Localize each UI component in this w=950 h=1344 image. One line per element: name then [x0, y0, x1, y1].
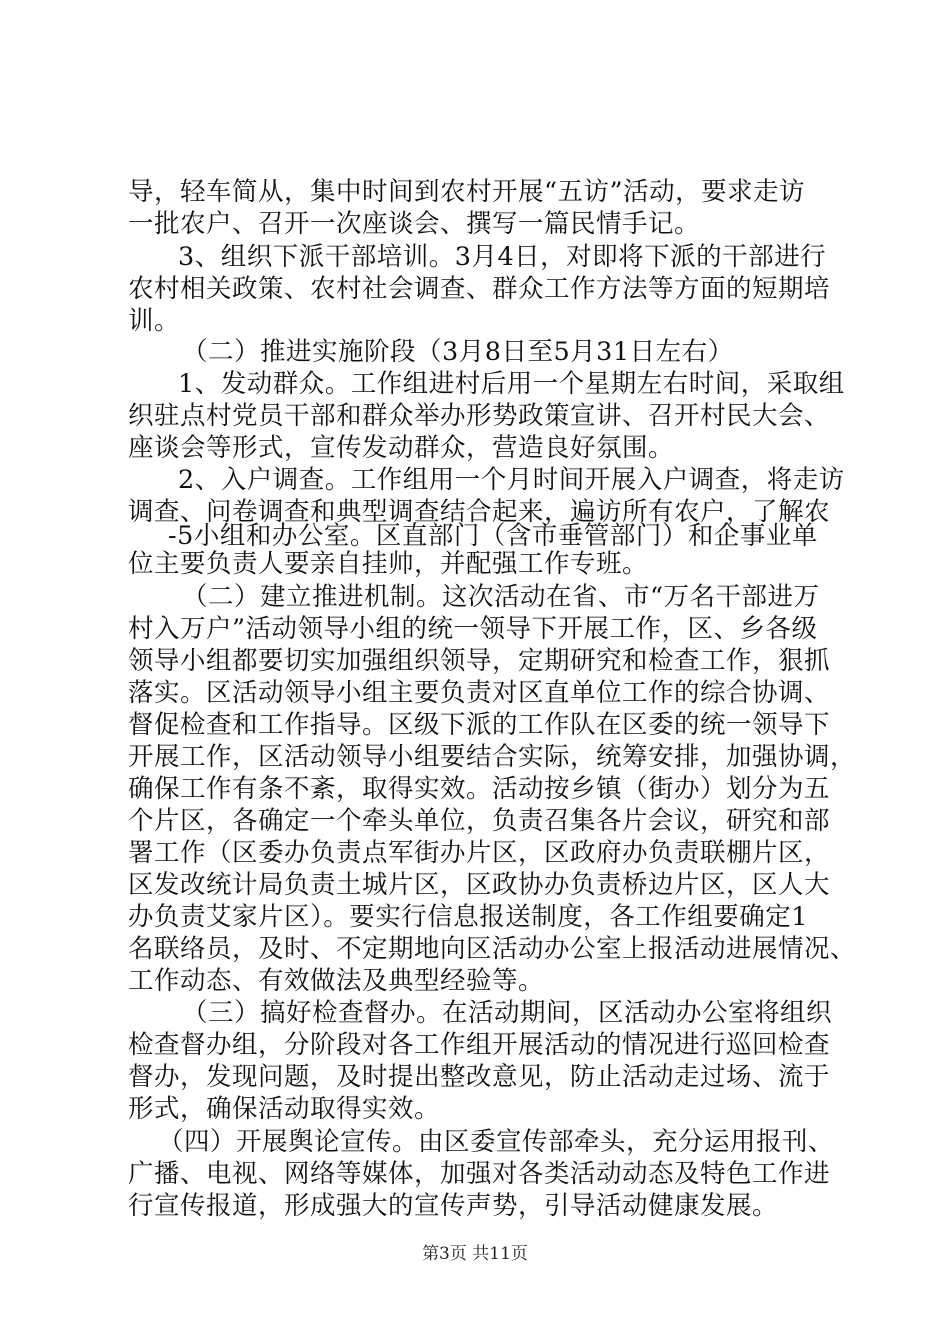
text-line: 位主要负责人要亲自挂帅，并配强工作专班。 — [128, 549, 649, 579]
text-line: 座谈会等形式，宣传发动群众，营造良好氛围。 — [128, 433, 675, 463]
text-line: 督办，发现问题，及时提出整改意见，防止活动走过场、流于 — [128, 1062, 831, 1092]
text-line: 工作动态、有效做法及典型经验等。 — [128, 966, 545, 996]
text-line: 检查督办组，分阶段对各工作组开展活动的情况进行巡回检查 — [128, 1030, 831, 1060]
text-line: 个片区，各确定一个牵头单位，负责召集各片会议，研究和部 — [128, 806, 831, 836]
text-line: 领导小组都要切实加强组织领导，定期研究和检查工作，狠抓 — [128, 646, 831, 676]
text-line: 农村相关政策、农村社会调查、群众工作方法等方面的短期培 — [128, 274, 831, 304]
section-heading: （二）推进实施阶段（3月8日至5月31日左右） — [182, 337, 734, 367]
text-line: 确保工作有条不紊，取得实效。活动按乡镇（街办）划分为五 — [128, 774, 831, 804]
text-line: 一批农户、召开一次座谈会、撰写一篇民情手记。 — [128, 209, 701, 239]
text-line: 形式，确保活动取得实效。 — [128, 1094, 441, 1124]
text-line: 导，轻车简从，集中时间到农村开展“五访”活动，要求走访 — [128, 177, 806, 207]
text-line: 名联络员，及时、不定期地向区活动办公室上报活动进展情况、 — [128, 934, 857, 964]
text-line: 训。 — [128, 306, 181, 336]
text-line: 织驻点村党员干部和群众举办形势政策宣讲、召开村民大会、 — [128, 401, 831, 431]
text-line: 署工作（区委办负责点军街办片区，区政府办负责联棚片区， — [128, 838, 831, 868]
text-line: （二）建立推进机制。这次活动在省、市“万名干部进万 — [182, 582, 820, 612]
text-line: 2、入户调查。工作组用一个月时间开展入户调查，将走访 — [178, 465, 845, 495]
text-line: 落实。区活动领导小组主要负责对区直单位工作的综合协调、 — [128, 678, 831, 708]
text-line: 开展工作，区活动领导小组要结合实际，统筹安排，加强协调， — [128, 742, 857, 772]
text-line: 调查、问卷调查和典型调查结合起来，遍访所有农户，了解农 — [128, 497, 831, 527]
text-line: 行宣传报道，形成强大的宣传声势，引导活动健康发展。 — [128, 1191, 779, 1221]
text-line: 督促检查和工作指导。区级下派的工作队在区委的统一领导下 — [128, 710, 831, 740]
page-number-footer: 第3页 共11页 — [422, 1244, 528, 1264]
text-line: 1、发动群众。工作组进村后用一个星期左右时间，采取组 — [178, 369, 845, 399]
text-line: 村入万户”活动领导小组的统一领导下开展工作，区、乡各级 — [128, 614, 818, 644]
text-line: （四）开展舆论宣传。由区委宣传部牵头，充分运用报刊、 — [158, 1127, 835, 1157]
text-line: 广播、电视、网络等媒体，加强对各类活动动态及特色工作进 — [128, 1159, 831, 1189]
text-line: 区发改统计局负责土城片区，区政协办负责桥边片区，区人大 — [128, 870, 831, 900]
text-line: （三）搞好检查督办。在活动期间，区活动办公室将组织 — [182, 998, 833, 1028]
text-line: 3、组织下派干部培训。3月4日，对即将下派的干部进行 — [178, 242, 827, 272]
text-line: 办负责艾家片区）。要实行信息报送制度，各工作组要确定1 — [128, 902, 808, 932]
text-line: -5小组和办公室。区直部门（含市垂管部门）和企事业单 — [168, 521, 818, 551]
